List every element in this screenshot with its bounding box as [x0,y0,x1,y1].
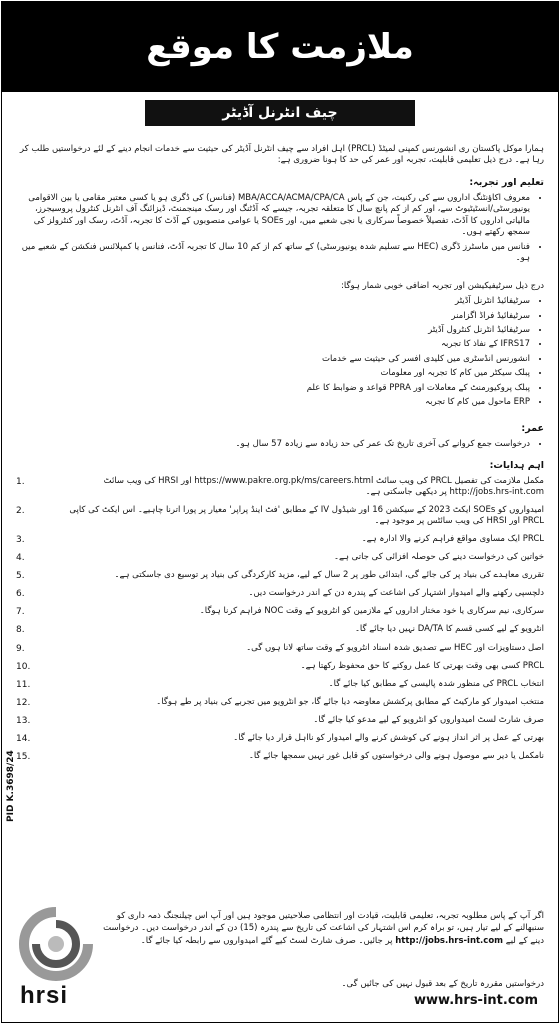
preferred-item: • سرٹیفائیڈ فراڈ اگزامنر [16,311,530,322]
preferred-item: • ERP ماحول میں کام کا تجربہ [16,397,530,408]
position-title: چیف انٹرنل آڈیٹر [145,100,415,126]
instruction-item: 15. نامکمل یا دیر سے موصول ہونے والی درخواستوں کو قابل غور نہیں سمجھا جائے گا۔ [16,751,544,763]
age-item: • درخواست جمع کروانے کی آخری تاریخ تک عمر کی حد زیادہ سے زیادہ 57 سال ہو۔ [16,439,530,450]
position-title-box [2,100,558,128]
preferred-item: • انشورنس انڈسٹری میں کلیدی افسر کی حیثیت سے خدمات [16,354,530,365]
job-advertisement [1,1,559,1023]
instruction-item: 5. تقرری معاہدے کی بنیاد پر کی جائے گی، ابتدائی طور پر 2 سال کے لیے، مزید کارکردگی کی بنیاد پر توسیع دی جاسکتی ہے۔ [16,570,544,582]
page-title: ملازمت کا موقع [146,27,414,67]
ad-content [16,144,544,770]
preferred-item: • IFRS17 کے نفاذ کا تجربہ [16,339,530,350]
education-item: • معروف اکاؤنٹنگ اداروں سے کی رکنیت، جن کے پاس MBA/ACCA/ACMA/CPA/CA (فنانس) کی ڈگری ہو یا کسی معتبر مقامی یا بین الاقوامی یونیورسٹی/انسٹیٹیوٹ سے، اور کم از کم پانچ سال کا متعلقہ تجربہ، جیسے کہ آڈٹنگ اور رسک مینجمنٹ، ڈیزائنگ آف انٹرنل کنٹرول پروسیجرز، مالیاتی اداروں کا آڈٹ، تفصیلاً خصوصاً سرکاری یا نجی شعبے میں، اور SOEs یا عوامی منصوبوں کے آڈٹ کا تجربہ، آڈٹ، رسک اور کنٹرولز کی سمجھ رکھتے ہوں۔ [16,193,530,239]
hrsi-logo-text: hrsi [20,982,69,1009]
page-header [2,2,558,92]
instruction-item: 8. انٹرویو کے لیے کسی قسم کا DA/TA نہیں دیا جائے گا۔ [16,624,544,636]
intro-paragraph: ہمارا موکل پاکستان ری انشورنس کمپنی لمیٹڈ (PRCL) اہل افراد سے چیف انٹرنل آڈیٹر کی حیثیت سے خدمات انجام دینے کے لئے درخواستیں طلب کر رہا ہے۔ درج ذیل تعلیمی قابلیت، تجربہ اور عمر کی حد کا ہونا ضروری ہے: [19,144,544,166]
preferred-item: • پبلک سیکٹر میں کام کا تجربہ اور معلومات [16,368,530,379]
instruction-item: 7. سرکاری، نیم سرکاری یا خود مختار اداروں کے ملازمین کو انٹرویو کے وقت NOC فراہم کرنا ہوگا۔ [16,606,544,618]
instruction-item: 3. PRCL ایک مساوی مواقع فراہم کرنے والا ادارہ ہے۔ [16,533,544,545]
preferred-item: • سرٹیفائیڈ انٹرنل آڈیٹر [16,296,530,307]
instruction-item: 1. مکمل ملازمت کی تفصیل PRCL کی ویب سائٹ https://www.pakre.org.pk/ms/careers.html اور HRSI کی ویب سائٹ http://jobs.hrs-int.com پر دیکھی جاسکتی ہے۔ [16,475,544,498]
apply-link[interactable]: http://jobs.hrs-int.com [395,935,504,946]
closing-paragraph [102,910,544,947]
deadline-note: درخواستیں مقررہ تاریخ کے بعد قبول نہیں کی جائیں گی۔ [341,979,544,989]
instruction-item: 4. خواتین کی درخواست دینے کی حوصلہ افزائی کی جاتی ہے۔ [16,551,544,563]
age-heading: عمر: [521,422,544,434]
closing-text: اگر آپ کے پاس مطلوبہ تجربہ، تعلیمی قابلیت، قیادت اور انتظامی صلاحیتیں موجود ہیں اور آپ اس چیلنجنگ ذمہ داری کو سنبھالنے کے لیے تیار ہیں، تو براہ کرم اس اشتہار کی اشاعت کی تاریخ سے پندرہ (15) دن کے اندر درخواست دیں۔ درخواست دینے کے لیے [103,911,544,946]
instructions-list [16,476,544,764]
closing-link-suffix: پر جائیں۔ [358,935,393,946]
instruction-item: 14. بھرتی کے عمل پر اثر انداز ہونے کی کوشش کرنے والے امیدوار کو نااہل قرار دیا جائے گا۔ [16,733,544,745]
website-link[interactable]: www.hrs-int.com [414,993,538,1008]
instruction-item: 9. اصل دستاویزات اور HEC سے تصدیق شدہ اسناد انٹرویو کے وقت ساتھ لانا ہوں گی۔ [16,642,544,654]
preferred-item: • سرٹیفائیڈ انٹرنل کنٹرول آڈیٹر [16,325,530,336]
closing-note: صرف شارٹ لسٹ کیے گئے امیدواروں سے رابطہ کیا جائے گا۔ [140,935,356,946]
instruction-item: 2. امیدواروں کو SOEs ایکٹ 2023 کے سیکشن 16 اور شیڈول IV کے مطابق 'فٹ اینڈ پراپر' معیار پر پورا اترنا چاہیے۔ اس ایکٹ کی کاپی PRCL اور HRSI کی ویب سائٹس پر موجود ہے۔ [16,504,544,527]
age-list [16,439,544,450]
education-list [16,193,544,265]
instruction-item: 12. منتخب امیدوار کو مارکیٹ کے مطابق پرکشش معاوضہ دیا جائے گا، جو انٹرویو میں تجربے کی بنیاد پر طے ہوگا۔ [16,697,544,709]
pid-number: PID K.3698/24 [6,750,16,822]
preferred-item: • پبلک پروکیورمنٹ کے معاملات اور PPRA قواعد و ضوابط کا علم [16,383,530,394]
instruction-item: 13. صرف شارٹ لسٹ امیدواروں کو انٹرویو کے لیے مدعو کیا جائے گا۔ [16,715,544,727]
instruction-item: 10. PRCL کسی بھی وقت بھرتی کا عمل روکنے کا حق محفوظ رکھتا ہے۔ [16,660,544,672]
education-heading: تعلیم اور تجربہ: [469,176,544,188]
instruction-item: 11. انتخاب PRCL کی منظور شدہ پالیسی کے مطابق کیا جائے گا۔ [16,678,544,690]
preferred-list [16,296,544,409]
instructions-heading: اہم ہدایات: [489,460,544,472]
preferred-intro: درج ذیل سرٹیفیکیشن اور تجربہ اضافی خوبی شمار ہوگا: [341,280,544,291]
instruction-item: 6. دلچسپی رکھنے والے امیدوار اشتہار کی اشاعت کے پندرہ دن کے اندر درخواست دیں۔ [16,588,544,600]
education-item: • فنانس میں ماسٹرز ڈگری (HEC سے تسلیم شدہ یونیورسٹی) کے ساتھ کم از کم 10 سال کا تجربہ آڈٹ، فنانس یا کمپلائنس فنکشن کے شعبے میں ہو۔ [16,242,530,265]
